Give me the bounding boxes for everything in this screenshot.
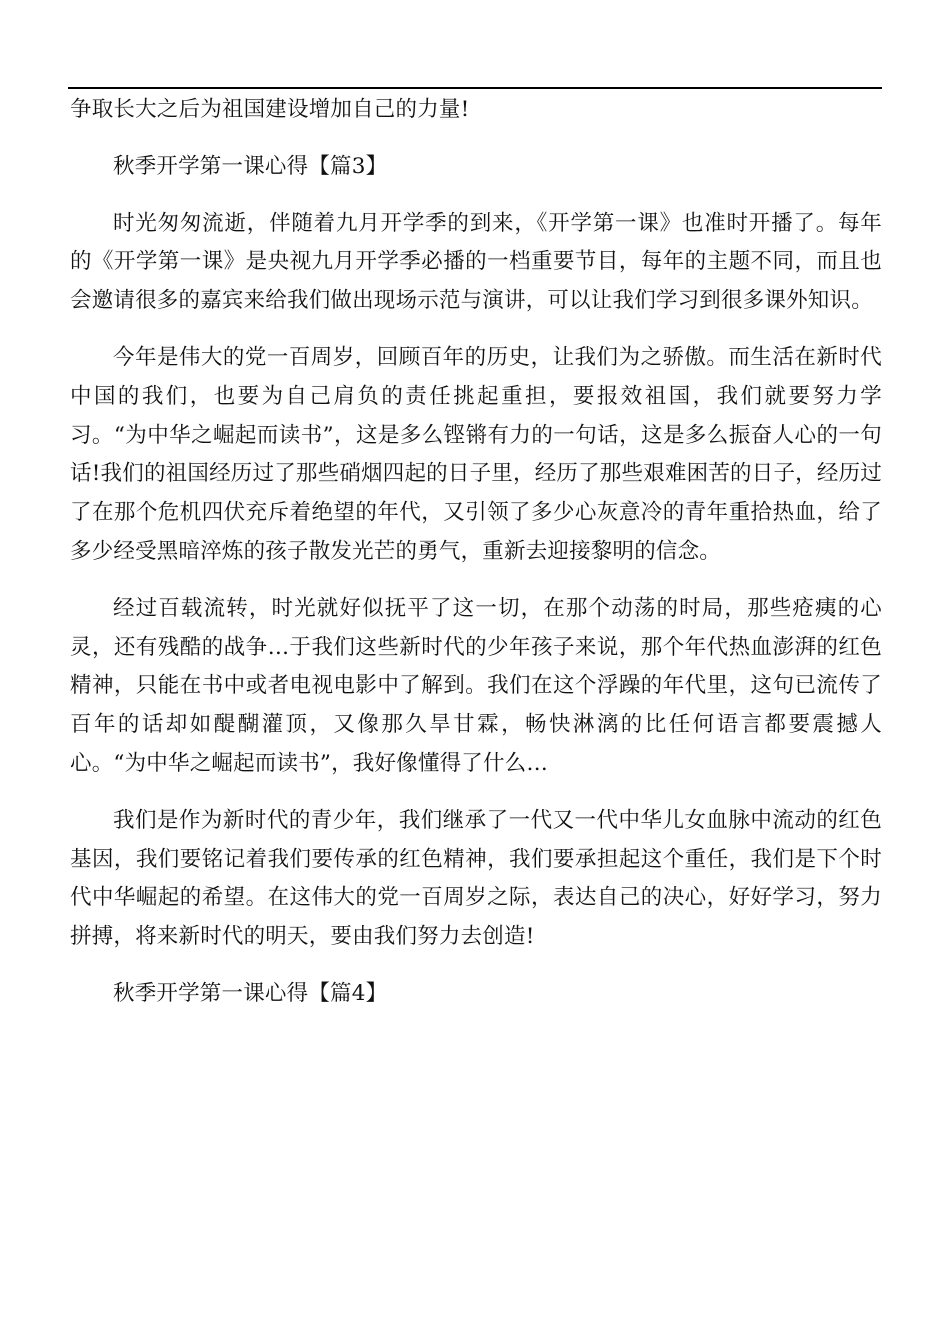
section-heading-3: 秋季开学第一课心得【篇3】 bbox=[113, 153, 388, 179]
paragraph-4: 我们是作为新时代的青少年，我们继承了一代又一代中华儿女血脉中流动的红色基因，我们要铭记着我们要传承的红色精神，我们要承担起这个重任，我们是下个时代中华崛起的希望。在这伟大的党一百周岁之际，表达自己的决心，好好学习，努力拼搏，将来新时代的明天，要由我们努力去创造! bbox=[70, 807, 882, 950]
section-heading-4: 秋季开学第一课心得【篇4】 bbox=[113, 980, 388, 1006]
spacer bbox=[70, 572, 882, 590]
continuation-paragraph: 争取长大之后为祖国建设增加自己的力量! bbox=[70, 97, 470, 122]
paragraph-1: 时光匆匆流逝，伴随着九月开学季的到来，《开学第一课》也准时开播了。每年的《开学第一课》是央视九月开学季必播的一档重要节目，每年的主题不同，而且也会邀请很多的嘉宾来给我们做出现场示范与演讲，可以让我们学习到很多课外知识。 bbox=[70, 210, 882, 314]
spacer bbox=[70, 784, 882, 802]
paragraph-2: 今年是伟大的党一百周岁，回顾百年的历史，让我们为之骄傲。而生活在新时代中国的我们，也要为自己肩负的责任挑起重担，要报效祖国，我们就要努力学习。“为中华之崛起而读书”，这是多么铿锵有力的一句话，这是多么振奋人心的一句话!我们的祖国经历过了那些硝烟四起的日子里，经历了那些艰难困苦的日子，经历过了在那个危机四伏充斥着绝望的年代，又引领了多少心灰意冷的青年重拾热血，给了多少经受黑暗淬炼的孩子散发光芒的勇气，重新去迎接黎明的信念。 bbox=[70, 344, 882, 564]
header-rule bbox=[68, 87, 882, 89]
spacer bbox=[70, 187, 882, 205]
document-body bbox=[70, 91, 882, 1014]
spacer bbox=[70, 130, 882, 148]
paragraph-3: 经过百载流转，时光就好似抚平了这一切，在那个动荡的时局，那些疮痍的心灵，还有残酷的战争…于我们这些新时代的少年孩子来说，那个年代热血澎湃的红色精神，只能在书中或者电视电影中了解到。我们在这个浮躁的年代里，这句已流传了百年的话却如醍醐灌顶，又像那久旱甘霖，畅快淋漓的比任何语言都要震撼人心。“为中华之崛起而读书”，我好像懂得了什么… bbox=[70, 595, 882, 776]
spacer bbox=[70, 321, 882, 339]
spacer bbox=[70, 957, 882, 975]
